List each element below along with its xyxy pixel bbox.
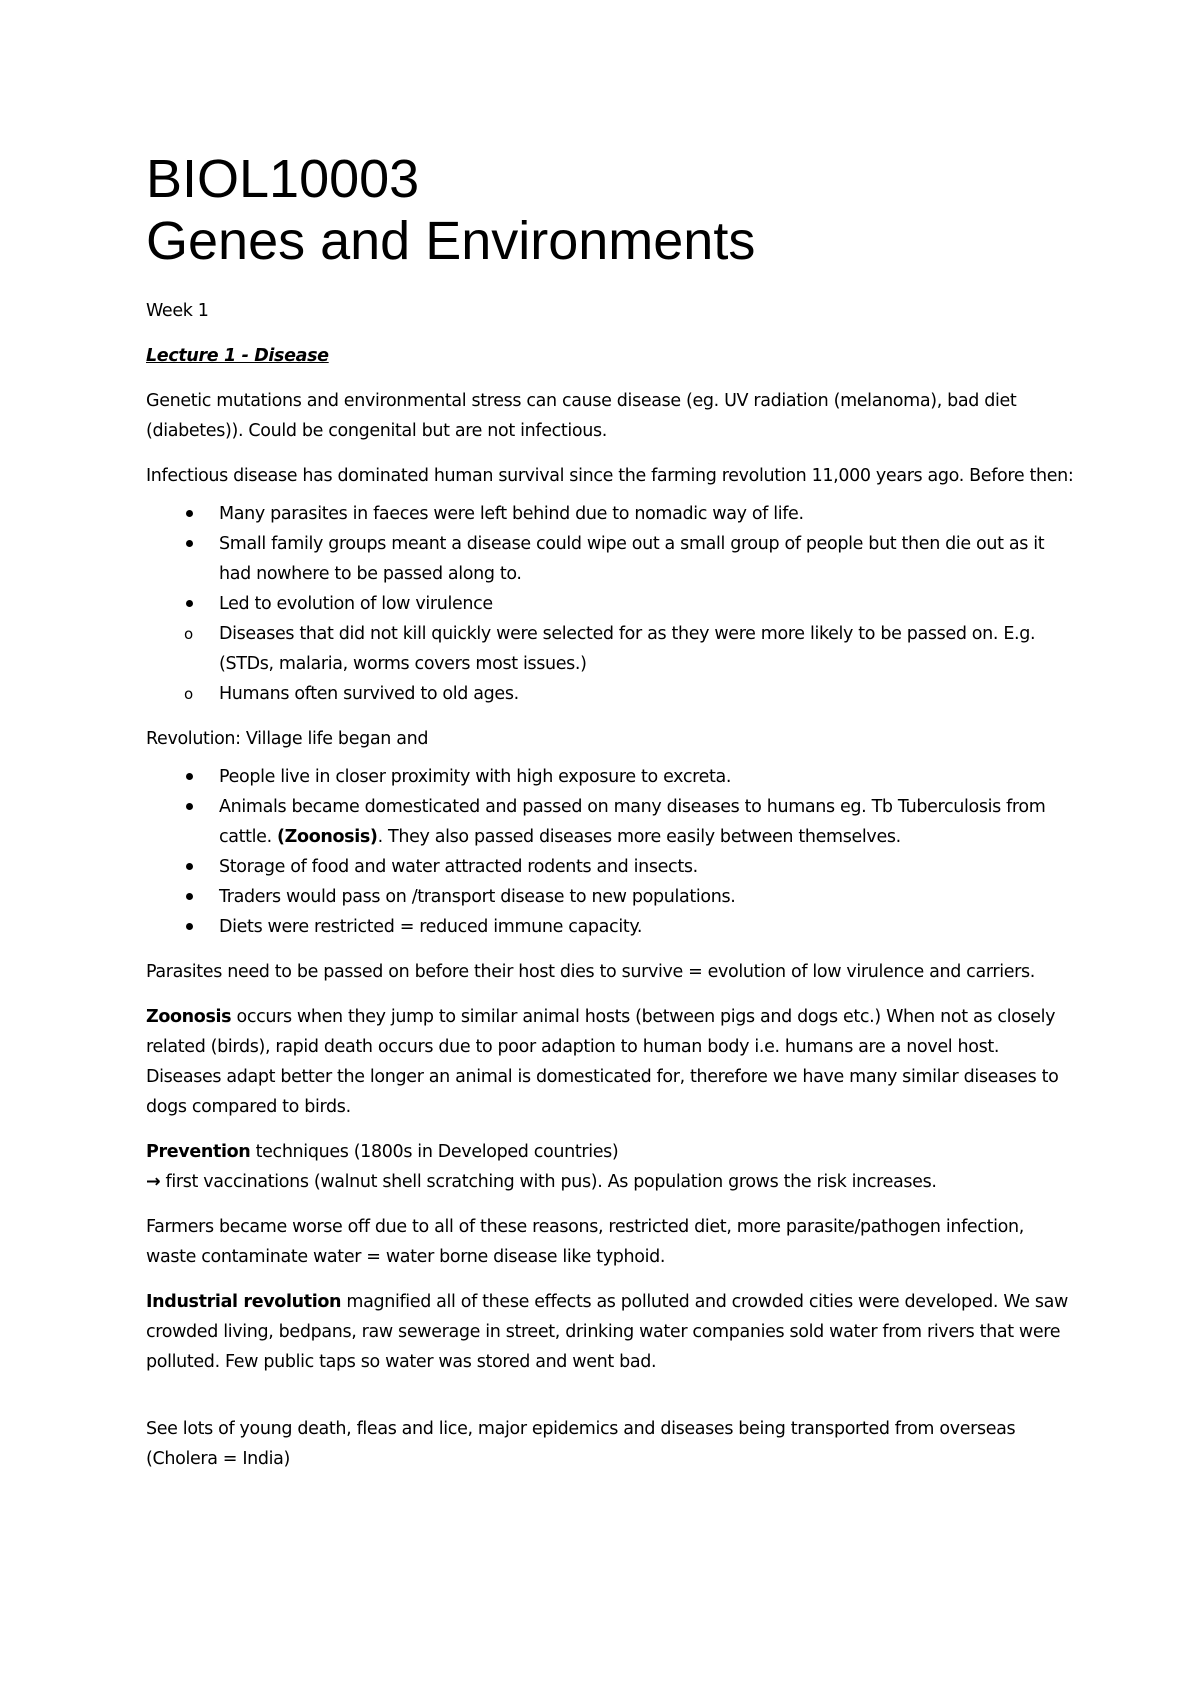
zoonosis-text: occurs when they jump to similar animal hosts (between pigs and dogs etc.) When not as closely related (birds), rapid death occurs due to poor adaption to human body i.e. humans are a novel host. Diseases adapt better the longer an animal is domesticated for, therefore we have many similar diseases to dogs compared to birds.: [146, 1007, 1059, 1117]
list-item-text: Diets were restricted = reduced immune capacity.: [219, 917, 643, 937]
zoonosis-heading: Zoonosis: [146, 1007, 232, 1027]
list-item-text: Humans often survived to old ages.: [219, 684, 519, 704]
bullet-icon: [184, 529, 204, 559]
circle-bullet-icon: o: [184, 685, 193, 703]
prevention-line-2: first vaccinations (walnut shell scratching with pus). As population grows the risk increases.: [160, 1172, 937, 1192]
paragraph-revolution: Revolution: Village life began and: [146, 729, 429, 749]
prevention-heading: Prevention: [146, 1142, 251, 1162]
course-title: Genes and Environments: [146, 211, 756, 271]
list-item: [146, 912, 1076, 942]
paragraph-prevention: [146, 1137, 1076, 1197]
paragraph-infectious: Infectious disease has dominated human survival since the farming revolution 11,000 years ago. Before then:: [146, 466, 1074, 486]
paragraph-zoonosis: [146, 1002, 1076, 1122]
list-item-text-a: Animals became domesticated and passed on many diseases to humans eg. Tb Tuberculosis from cattle.: [219, 797, 1046, 847]
arrow-right-icon: →: [146, 1172, 161, 1192]
lecture-heading: Lecture 1 - Disease: [146, 346, 329, 366]
industrial-heading: Industrial revolution: [146, 1292, 342, 1312]
revolution-list: [146, 762, 1076, 942]
list-item: [146, 499, 1076, 529]
list-item-text: People live in closer proximity with high exposure to excreta.: [219, 767, 732, 787]
paragraph-genetic: Genetic mutations and environmental stress can cause disease (eg. UV radiation (melanoma), bad diet (diabetes)). Could be congenital but are not infectious.: [146, 391, 1017, 441]
list-item: [146, 619, 1076, 679]
list-item: [146, 792, 1076, 852]
bullet-icon: [184, 882, 204, 912]
bullet-icon: [184, 499, 204, 529]
list-item: [146, 589, 1076, 619]
paragraph-industrial: [146, 1287, 1076, 1377]
list-item: [146, 762, 1076, 792]
list-item-text: Led to evolution of low virulence: [219, 594, 493, 614]
list-item: [146, 679, 1076, 709]
list-item-text: Small family groups meant a disease could wipe out a small group of people but then die out as it had nowhere to be passed along to.: [219, 534, 1045, 584]
list-item-text: Diseases that did not kill quickly were selected for as they were more likely to be passed on. E.g. (STDs, malaria, worms covers most issues.): [219, 624, 1036, 674]
before-list: [146, 499, 1076, 709]
list-item-text: Storage of food and water attracted rodents and insects.: [219, 857, 698, 877]
document-body: [146, 148, 1076, 1489]
industrial-text: magnified all of these effects as polluted and crowded cities were developed. We saw crowded living, bedpans, raw sewerage in street, drinking water companies sold water from rivers that were polluted. Few public taps so water was stored and went bad.: [146, 1292, 1069, 1372]
bullet-icon: [184, 762, 204, 792]
circle-bullet-icon: o: [184, 625, 193, 643]
paragraph-young-death: See lots of young death, fleas and lice, major epidemics and diseases being transported from overseas (Cholera = India): [146, 1419, 1016, 1469]
title-block: [146, 148, 1076, 272]
zoonosis-term: (Zoonosis): [277, 827, 378, 847]
bullet-icon: [184, 792, 204, 822]
bullet-icon: [184, 852, 204, 882]
list-item-text-b: . They also passed diseases more easily between themselves.: [377, 827, 901, 847]
prevention-text: techniques (1800s in Developed countries): [250, 1142, 619, 1162]
list-item: [146, 529, 1076, 589]
list-item: [146, 852, 1076, 882]
paragraph-parasites: Parasites need to be passed on before their host dies to survive = evolution of low virulence and carriers.: [146, 962, 1035, 982]
list-item: [146, 882, 1076, 912]
paragraph-farmers: Farmers became worse off due to all of these reasons, restricted diet, more parasite/pathogen infection, waste contaminate water = water borne disease like typhoid.: [146, 1217, 1024, 1267]
bullet-icon: [184, 912, 204, 942]
week-label: Week 1: [146, 301, 209, 321]
list-item-text: Many parasites in faeces were left behind due to nomadic way of life.: [219, 504, 804, 524]
list-item-text: Traders would pass on /transport disease to new populations.: [219, 887, 736, 907]
course-code: BIOL10003: [146, 149, 420, 209]
bullet-icon: [184, 589, 204, 619]
